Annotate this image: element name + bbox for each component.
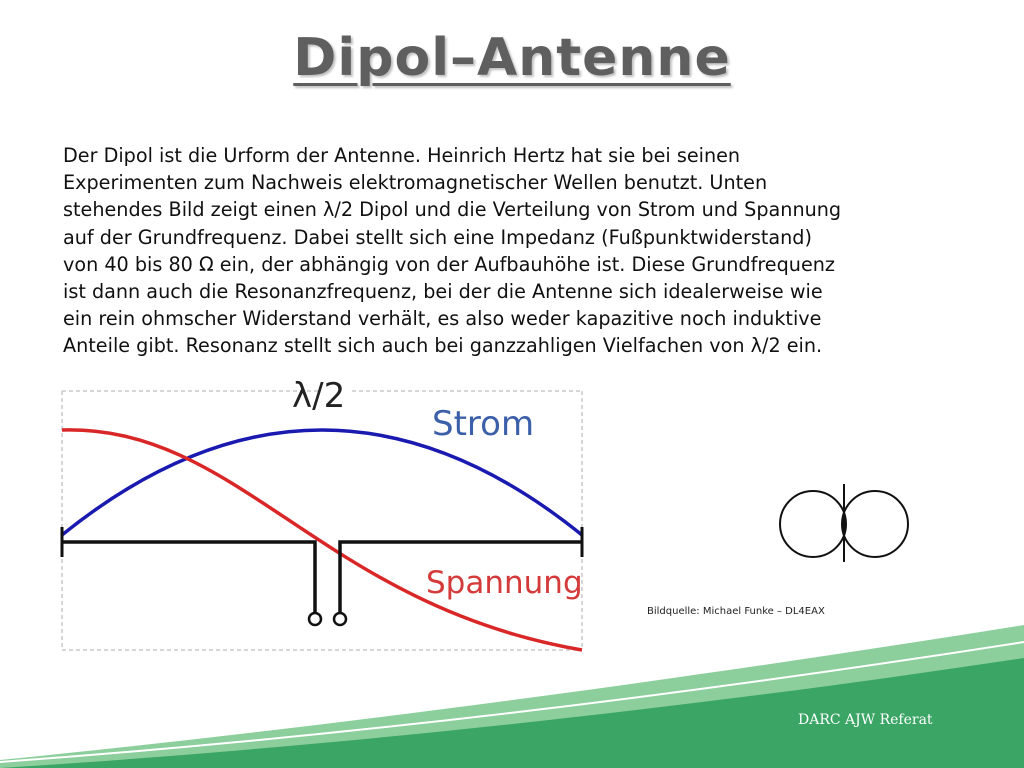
paragraph-line: Experimenten zum Nachweis elektromagnetischer Wellen benutzt. Unten bbox=[63, 171, 768, 195]
current-curve bbox=[62, 430, 582, 535]
image-source-credit: Bildquelle: Michael Funke – DL4EAX bbox=[647, 606, 825, 617]
radiation-pattern bbox=[770, 480, 920, 570]
slide-title: Dipol–Antenne bbox=[293, 28, 731, 88]
paragraph-line: von 40 bis 80 Ω ein, der abhängig von der Aufbauhöhe ist. Diese Grundfrequenz bbox=[63, 252, 835, 276]
voltage-label: Spannung bbox=[426, 565, 583, 601]
paragraph-line: ist dann auch die Resonanzfrequenz, bei der die Antenne sich idealerweise wie bbox=[63, 280, 823, 304]
lambda-half-label: λ/2 bbox=[292, 376, 346, 416]
paragraph-line: auf der Grundfrequenz. Dabei stellt sich eine Impedanz (Fußpunktwiderstand) bbox=[63, 225, 812, 249]
current-label: Strom bbox=[432, 404, 535, 444]
dipole-left-arm bbox=[62, 542, 315, 613]
paragraph-line: Der Dipol ist die Urform der Antenne. Heinrich Hertz hat sie bei seinen bbox=[63, 144, 741, 167]
pattern-lobe-left bbox=[780, 491, 846, 557]
paragraph-line: Anteile gibt. Resonanz stellt sich auch bei ganzzahligen Vielfachen von λ/2 ein. bbox=[63, 334, 823, 358]
paragraph-line: ein rein ohmscher Widerstand verhält, es also weder kapazitive noch induktive bbox=[63, 307, 822, 331]
footer-label: DARC AJW Referat bbox=[798, 712, 933, 728]
body-paragraph bbox=[63, 142, 973, 360]
pattern-lobe-right bbox=[842, 491, 908, 557]
footer-wave-decoration bbox=[0, 610, 1024, 768]
paragraph-line: stehendes Bild zeigt einen λ/2 Dipol und die Verteilung von Strom und Spannung bbox=[63, 198, 842, 222]
